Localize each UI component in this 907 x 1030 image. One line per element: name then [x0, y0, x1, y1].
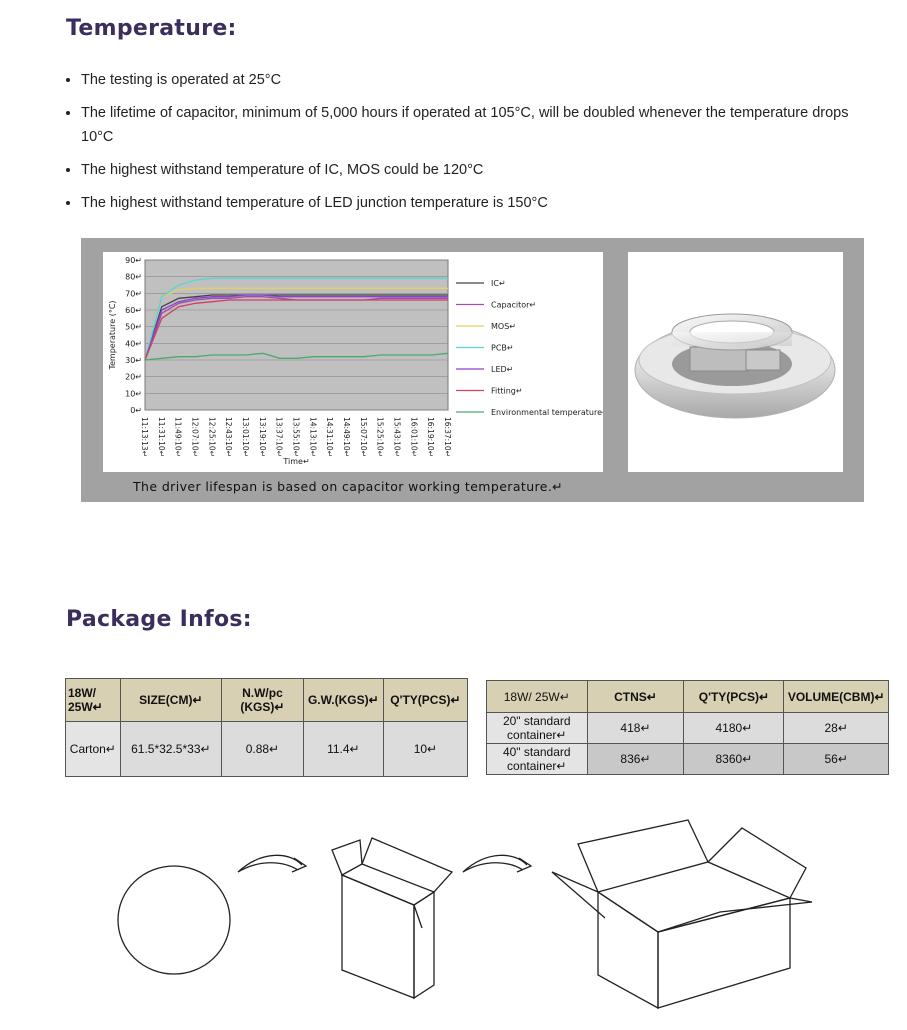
table-cell: 40" standard container↵ [487, 744, 588, 775]
x-tick-label: 14:13:10↵ [308, 417, 318, 457]
y-tick-label: 20↵ [125, 372, 142, 382]
y-tick-label: 30↵ [125, 356, 142, 365]
arrow-icon [463, 855, 531, 872]
x-tick-label: 13:01:10↵ [241, 417, 250, 457]
x-tick-label: 12:07:10↵ [190, 417, 200, 457]
table-cell: 20" standard container↵ [487, 713, 588, 744]
y-tick-label: 90↵ [125, 256, 142, 265]
large-box-icon [552, 820, 812, 1008]
temperature-chart-svg [103, 252, 603, 472]
table-header-row [66, 679, 468, 722]
x-tick-label: 13:55:10↵ [291, 417, 301, 457]
legend-label: LED↵ [491, 365, 514, 374]
y-tick-label: 40↵ [125, 339, 142, 349]
table-header-cell: CTNS↵ [587, 681, 684, 713]
y-axis-label: Temperature (°C) [108, 300, 117, 370]
y-tick-label: 60↵ [125, 306, 142, 315]
x-tick-label: 15:25:10↵ [375, 417, 385, 457]
legend-label: MOS↵ [491, 322, 516, 331]
x-tick-label: 11:49:10↵ [173, 417, 183, 457]
downlight-product-illustration [628, 252, 843, 472]
table-cell: 836↵ [587, 744, 684, 775]
y-tick-label: 80↵ [125, 272, 142, 282]
table-cell: 4180↵ [684, 713, 784, 744]
legend-label: IC↵ [491, 279, 506, 288]
table-header-cell: VOLUME(CBM)↵ [784, 681, 889, 713]
table-cell: Carton↵ [66, 722, 121, 777]
table-header-cell: Q'TY(PCS)↵ [383, 679, 467, 722]
table-cell: 418↵ [587, 713, 684, 744]
x-tick-label: 15:07:10↵ [358, 417, 368, 457]
table-header-cell: 18W/ 25W↵ [66, 679, 121, 722]
legend-label: Environmental temperature↵ [491, 408, 603, 417]
product-outline-icon [118, 866, 230, 974]
x-tick-label: 16:37:10↵ [443, 417, 452, 457]
carton-package-table [65, 678, 468, 777]
x-axis-label: Time↵ [283, 457, 310, 466]
x-tick-label: 11:31:10↵ [156, 417, 166, 457]
legend-label: Capacitor↵ [491, 300, 537, 310]
y-tick-label: 10↵ [125, 389, 142, 399]
table-header-cell: 18W/ 25W↵ [487, 681, 588, 713]
temperature-bullet-list [62, 68, 861, 224]
container-package-table [486, 680, 889, 775]
table-row [487, 713, 889, 744]
x-tick-label: 13:37:10↵ [274, 417, 284, 457]
y-tick-label: 50↵ [125, 322, 142, 332]
x-tick-label: 16:19:10↵ [426, 417, 436, 457]
y-tick-label: 70↵ [125, 289, 142, 299]
packaging-illustration [0, 800, 907, 1030]
x-tick-label: 12:25:10↵ [207, 417, 217, 457]
table-header-cell: G.W.(KGS)↵ [303, 679, 383, 722]
temperature-chart [103, 252, 603, 472]
table-cell: 11.4↵ [303, 722, 383, 777]
table-row [487, 744, 889, 775]
temperature-heading: Temperature: [66, 16, 237, 41]
bullet-item: • The testing is operated at 25°C [81, 68, 861, 92]
bullet-item: • The lifetime of capacitor, minimum of 5,000 hours if operated at 105°C, will be doubled whenever the temperature drops 10°C [81, 101, 861, 149]
table-header-row [487, 681, 889, 713]
table-cell: 61.5*32.5*33↵ [120, 722, 221, 777]
legend-label: Fitting↵ [491, 386, 523, 396]
y-tick-label: 0↵ [130, 406, 142, 415]
table-cell: 0.88↵ [222, 722, 304, 777]
x-tick-label: 11:13:13↵ [140, 417, 149, 457]
plot-area [145, 260, 448, 410]
table-header-cell: N.W/pc (KGS)↵ [222, 679, 304, 722]
table-cell: 8360↵ [684, 744, 784, 775]
temperature-figure-panel [81, 238, 864, 502]
bullet-item: • The highest withstand temperature of LED junction temperature is 150°C [81, 191, 861, 215]
x-tick-label: 14:31:10↵ [325, 417, 335, 457]
x-tick-label: 12:43:10↵ [224, 417, 234, 457]
product-image [628, 252, 843, 472]
table-header-cell: Q'TY(PCS)↵ [684, 681, 784, 713]
x-tick-label: 16:01:10↵ [409, 417, 419, 457]
arrow-icon [238, 855, 306, 872]
small-box-icon [332, 838, 452, 998]
table-cell: 10↵ [383, 722, 467, 777]
table-cell: 28↵ [784, 713, 889, 744]
figure-caption: The driver lifespan is based on capacitor working temperature.↵ [133, 479, 564, 494]
table-header-cell: SIZE(CM)↵ [120, 679, 221, 722]
x-tick-label: 14:49:10↵ [342, 417, 351, 457]
x-tick-label: 13:19:10↵ [257, 417, 267, 457]
x-tick-label: 15:43:10↵ [392, 417, 402, 457]
package-heading: Package Infos: [66, 607, 252, 632]
legend-label: PCB↵ [491, 343, 514, 353]
table-row [66, 722, 468, 777]
bullet-item: • The highest withstand temperature of IC, MOS could be 120°C [81, 158, 861, 182]
table-cell: 56↵ [784, 744, 889, 775]
